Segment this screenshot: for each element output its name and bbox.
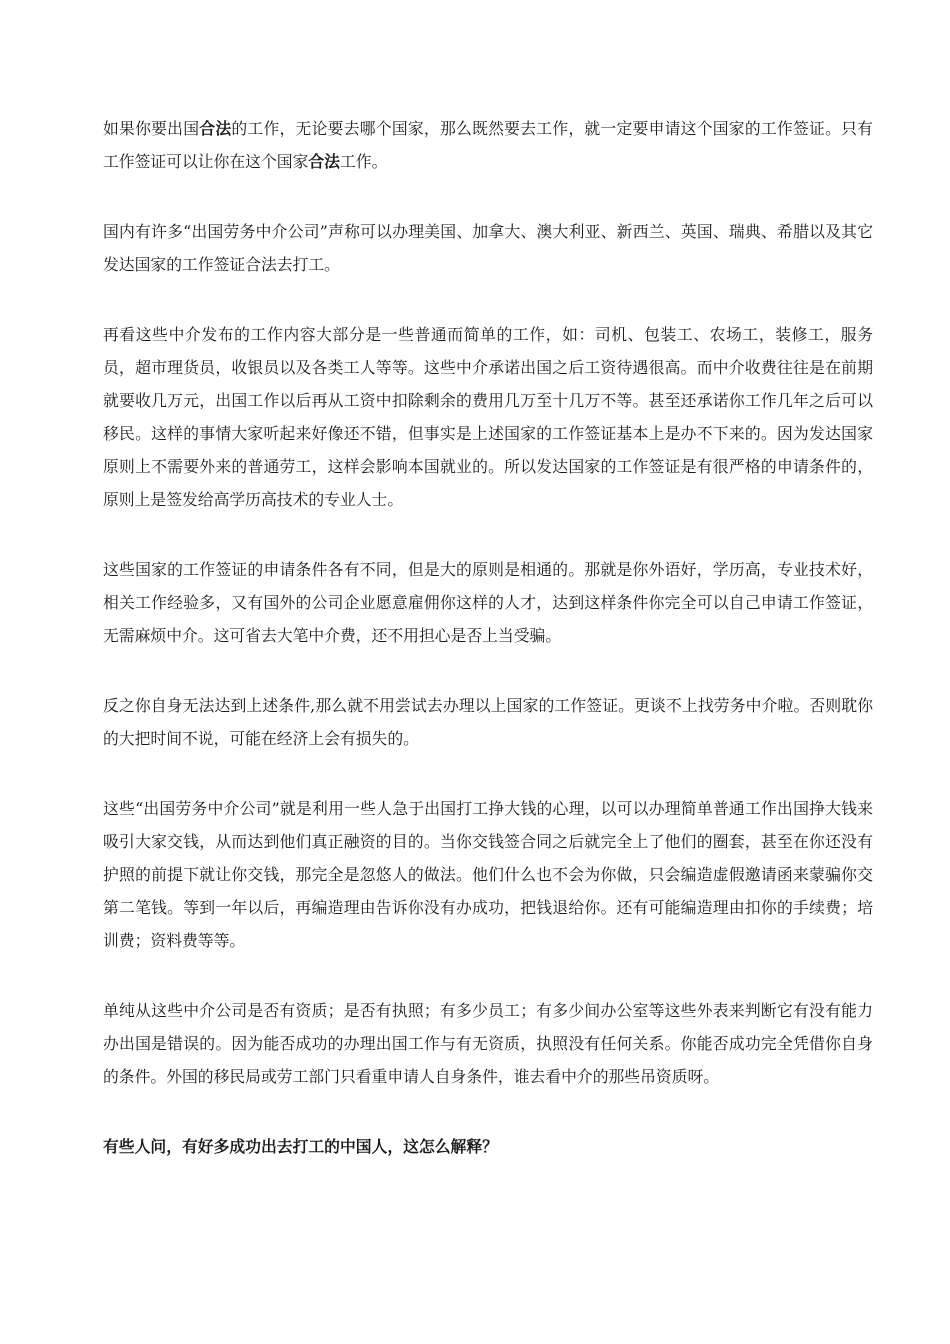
emphasis-legal-1: 合法 xyxy=(199,119,232,138)
paragraph-2: 国内有许多“出国劳务中介公司”声称可以办理美国、加拿大、澳大利亚、新西兰、英国、瑞典、希腊以及其它发达国家的工作签证合法去打工。 xyxy=(103,222,873,274)
paragraph-4: 这些国家的工作签证的申请条件各有不同，但是大的原则是相通的。那就是你外语好，学历高，专业技术好，相关工作经验多，又有国外的公司企业愿意雇佣你这样的人才，达到这样条件你完全可以自己申请工作签证，无需麻烦中介。这可省去大笔中介费，还不用担心是否上当受骗。 xyxy=(103,560,873,645)
document-body xyxy=(103,112,873,1200)
paragraph-5: 反之你自身无法达到上述条件,那么就不用尝试去办理以上国家的工作签证。更谈不上找劳务中介啦。否则耽你的大把时间不说，可能在经济上会有损失的。 xyxy=(103,696,873,748)
paragraph-1-text-a: 如果你要出国 xyxy=(103,119,200,138)
paragraph-1 xyxy=(103,112,873,178)
paragraph-1-text-e: 工作。 xyxy=(339,152,388,171)
paragraph-3: 再看这些中介发布的工作内容大部分是一些普通而简单的工作，如：司机、包装工、农场工，装修工，服务员，超市理货员，收银员以及各类工人等等。这些中介承诺出国之后工资待遇很高。而中介收费往往是在前期就要收几万元，出国工作以后再从工资中扣除剩余的费用几万至十几万不等。甚至还承诺你工作几年之后可以移民。这样的事情大家听起来好像还不错，但事实是上述国家的工作签证基本上是办不下来的。因为发达国家原则上不需要外来的普通劳工，这样会影响本国就业的。所以发达国家的工作签证是有很严格的申请条件的，原则上是签发给高学历高技术的专业人士。 xyxy=(103,325,873,509)
section-heading: 有些人问，有好多成功出去打工的中国人，这怎么解释？ xyxy=(103,1137,498,1156)
emphasis-legal-2: 合法 xyxy=(308,152,340,171)
paragraph-6: 这些“出国劳务中介公司”就是利用一些人急于出国打工挣大钱的心理，以可以办理简单普通工作出国挣大钱来吸引大家交钱，从而达到他们真正融资的目的。当你交钱签合同之后就完全上了他们的圈套，甚至在你还没有护照的前提下就让你交钱，那完全是忽悠人的做法。他们什么也不会为你做，只会编造虚假邀请函来蒙骗你交第二笔钱。等到一年以后，再编造理由告诉你没有办成功，把钱退给你。还有可能编造理由扣你的手续费；培训费；资料费等等。 xyxy=(103,799,873,950)
paragraph-7: 单纯从这些中介公司是否有资质；是否有执照；有多少员工；有多少间办公室等这些外表来判断它有没有能力办出国是错误的。因为能否成功的办理出国工作与有无资质，执照没有任何关系。你能否成功完全凭借你自身的条件。外国的移民局或劳工部门只看重申请人自身条件，谁去看中介的那些吊资质呀。 xyxy=(103,1001,873,1086)
paragraph-1-text-c: 的工作，无论要去哪个国家，那么既然要去工作，就一定要申请这个国家的工作签证。只有工作签证可以让你在这个国家 xyxy=(103,119,873,171)
